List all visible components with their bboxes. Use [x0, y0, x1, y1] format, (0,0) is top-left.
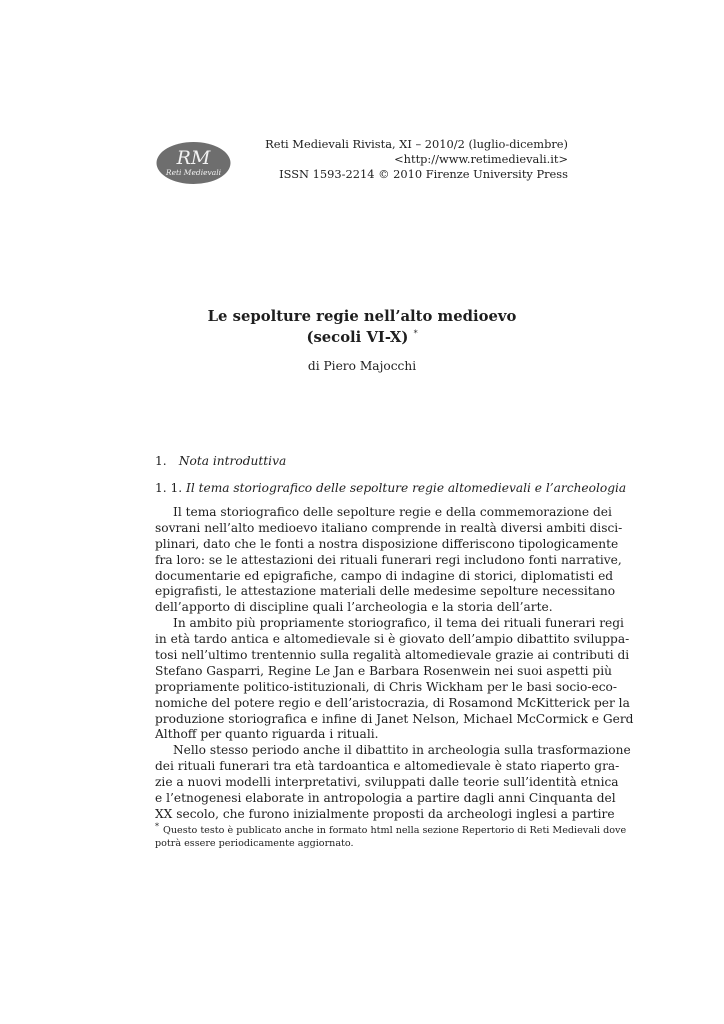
- journal-citation: Reti Medievali Rivista, XI – 2010/2 (luglio-dicembre): [265, 137, 568, 151]
- logo-subtitle: Reti Medievali: [165, 168, 222, 177]
- title-footnote-mark: *: [413, 329, 418, 338]
- body-line: zie a nuovi modelli interpretativi, sviluppati dalle teorie sull’identità etnica: [155, 775, 619, 790]
- subsection-title: Il tema storiografico delle sepolture regie altomedievali e l’archeologia: [186, 481, 627, 495]
- footnote-line-1: [155, 820, 627, 837]
- body-line: fra loro: se le attestazioni dei rituali funerari regi includono fonti narrative,: [155, 552, 622, 567]
- body-line: Nello stesso periodo anche il dibattito in archeologia sulla trasformazione: [173, 743, 631, 758]
- body-line: plinari, dato che le fonti a nostra disposizione differiscono tipologicamente: [155, 536, 619, 551]
- footnote-text-2: potrà essere periodicamente aggiornato.: [155, 838, 354, 850]
- section-heading-1: [155, 454, 286, 468]
- body-line: e l’etnogenesi elaborate in antropologia a partire dagli anni Cinquanta del: [155, 791, 616, 806]
- title-line-2-text: (secoli VI-X): [306, 328, 409, 346]
- body-line: tosi nell’ultimo trentennio sulla regalità altomedievale grazie ai contributi di: [155, 648, 630, 663]
- body-line: in età tardo antica e altomedievale si è giovato dell’ampio dibattito sviluppa-: [155, 632, 630, 647]
- footnote-text-1: Questo testo è publicato anche in formato html nella sezione Repertorio di Reti Medievali dove: [163, 825, 627, 837]
- body-line: dei rituali funerari tra età tardoantica e altomedievale è stato riaperto gra-: [155, 759, 620, 774]
- body-line: epigrafisti, le attestazione materiali delle medesime sepolture necessitano: [155, 584, 616, 599]
- article-title: [0, 308, 724, 346]
- body-line: documentarie ed epigrafiche, campo di indagine di storici, diplomatisti ed: [155, 568, 614, 583]
- journal-url: <http://www.retimedievali.it>: [394, 152, 568, 166]
- section-title: Nota introduttiva: [178, 454, 287, 468]
- journal-issn: ISSN 1593-2214 © 2010 Firenze University Press: [279, 167, 568, 181]
- logo-mark: RM: [176, 147, 211, 169]
- title-line-2: [0, 325, 724, 346]
- subsection-heading-1-1: [155, 481, 626, 495]
- body-line: propriamente politico-istituzionali, di Chris Wickham per le basi socio-eco-: [155, 679, 618, 694]
- body-line: Il tema storiografico delle sepolture regie e della commemorazione dei: [173, 505, 612, 519]
- reti-medievali-logo: [155, 141, 232, 185]
- body-line: In ambito più propriamente storiografico, il tema dei rituali funerari regi: [173, 616, 624, 631]
- article-author: di Piero Majocchi: [307, 359, 417, 373]
- subsection-number: 1. 1.: [155, 481, 183, 495]
- title-line-1: Le sepolture regie nell’alto medioevo: [207, 308, 517, 325]
- body-line: Althoff per quanto riguarda i rituali.: [155, 727, 379, 742]
- body-line: dell’apporto di discipline quali l’archeologia e la storia dell’arte.: [155, 600, 553, 615]
- body-line: sovrani nell’alto medioevo italiano comprende in realtà diversi ambiti disci-: [155, 520, 623, 535]
- section-number: 1.: [155, 454, 167, 468]
- body-line: produzione storiografica e infine di Janet Nelson, Michael McCormick e Gerd: [155, 711, 634, 726]
- footnote: [155, 820, 627, 850]
- footnote-mark: *: [155, 822, 159, 831]
- body-text: [155, 505, 634, 823]
- journal-header: [265, 137, 568, 182]
- body-line: XX secolo, che furono inizialmente proposti da archeologi inglesi a partire: [155, 806, 615, 821]
- body-line: Stefano Gasparri, Regine Le Jan e Barbara Rosenwein nei suoi aspetti più: [155, 663, 612, 678]
- body-line: nomiche del potere regio e dell’aristocrazia, di Rosamond McKitterick per la: [155, 695, 630, 710]
